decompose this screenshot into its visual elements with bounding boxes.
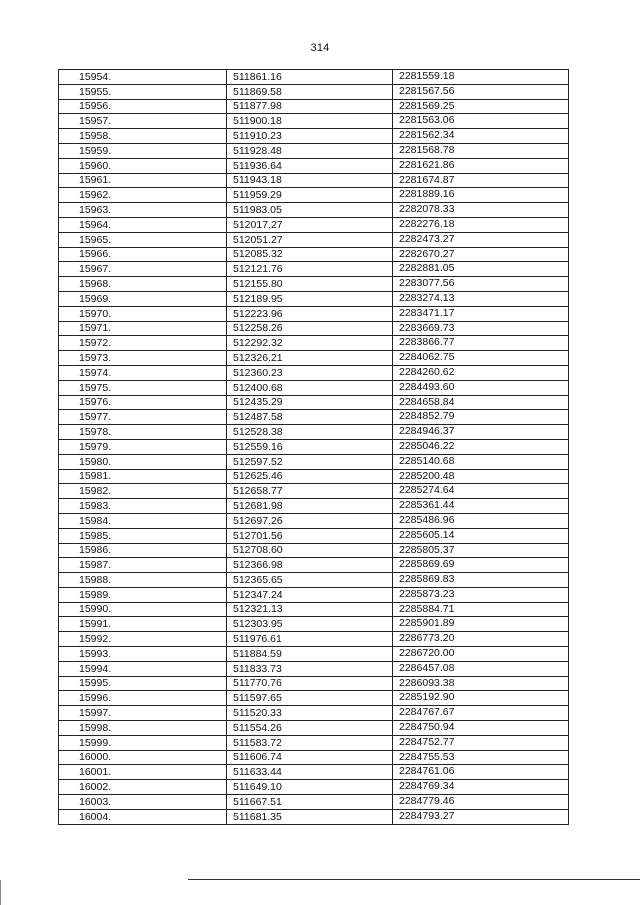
x-coordinate-cell: 512121.76	[227, 262, 393, 277]
table-row	[59, 647, 569, 662]
table-row	[59, 306, 569, 321]
y-coordinate-cell: 2285869.83	[393, 573, 569, 588]
point-number-cell: 16003.	[59, 795, 227, 810]
point-number-cell: 15976.	[59, 395, 227, 410]
y-coordinate-cell: 2281621.86	[393, 158, 569, 173]
table-row	[59, 99, 569, 114]
page-number: 314	[310, 42, 330, 54]
x-coordinate-cell: 511900.18	[227, 114, 393, 129]
y-coordinate-cell: 2285361.44	[393, 499, 569, 514]
table-row	[59, 365, 569, 380]
point-number-cell: 15969.	[59, 291, 227, 306]
point-number-cell: 15964.	[59, 217, 227, 232]
x-coordinate-cell: 511833.73	[227, 661, 393, 676]
x-coordinate-cell: 512155.80	[227, 277, 393, 292]
point-number-cell: 15980.	[59, 454, 227, 469]
x-coordinate-cell: 511884.59	[227, 647, 393, 662]
y-coordinate-cell: 2282276.18	[393, 217, 569, 232]
point-number-cell: 16000.	[59, 750, 227, 765]
y-coordinate-cell: 2285873.23	[393, 587, 569, 602]
point-number-cell: 15973.	[59, 351, 227, 366]
y-coordinate-cell: 2286773.20	[393, 632, 569, 647]
table-row	[59, 587, 569, 602]
y-coordinate-cell: 2284658.84	[393, 395, 569, 410]
point-number-cell: 15967.	[59, 262, 227, 277]
y-coordinate-cell: 2285046.22	[393, 439, 569, 454]
y-coordinate-cell: 2285869.69	[393, 558, 569, 573]
y-coordinate-cell: 2281562.34	[393, 129, 569, 144]
table-row	[59, 513, 569, 528]
y-coordinate-cell: 2285200.48	[393, 469, 569, 484]
x-coordinate-cell: 512701.56	[227, 528, 393, 543]
y-coordinate-cell: 2283669.73	[393, 321, 569, 336]
point-number-cell: 15985.	[59, 528, 227, 543]
table-row	[59, 558, 569, 573]
table-row	[59, 410, 569, 425]
x-coordinate-cell: 512708.60	[227, 543, 393, 558]
point-number-cell: 15975.	[59, 380, 227, 395]
point-number-cell: 15992.	[59, 632, 227, 647]
table-row	[59, 395, 569, 410]
y-coordinate-cell: 2285140.68	[393, 454, 569, 469]
y-coordinate-cell: 2282670.27	[393, 247, 569, 262]
y-coordinate-cell: 2284761.06	[393, 765, 569, 780]
table-row	[59, 143, 569, 158]
y-coordinate-cell: 2281568.78	[393, 143, 569, 158]
table-row	[59, 173, 569, 188]
table-row	[59, 129, 569, 144]
x-coordinate-cell: 512347.24	[227, 587, 393, 602]
y-coordinate-cell: 2284260.62	[393, 365, 569, 380]
table-row	[59, 70, 569, 85]
table-row	[59, 114, 569, 129]
table-row	[59, 84, 569, 99]
point-number-cell: 15958.	[59, 129, 227, 144]
x-coordinate-cell: 512625.46	[227, 469, 393, 484]
table-row	[59, 380, 569, 395]
y-coordinate-cell: 2284755.53	[393, 750, 569, 765]
y-coordinate-cell: 2281567.56	[393, 84, 569, 99]
y-coordinate-cell: 2283471.17	[393, 306, 569, 321]
bottom-divider	[188, 879, 640, 880]
x-coordinate-cell: 511681.35	[227, 809, 393, 824]
table-row	[59, 454, 569, 469]
point-number-cell: 15960.	[59, 158, 227, 173]
y-coordinate-cell: 2282881.05	[393, 262, 569, 277]
x-coordinate-cell: 512597.52	[227, 454, 393, 469]
point-number-cell: 15962.	[59, 188, 227, 203]
x-coordinate-cell: 512051.27	[227, 232, 393, 247]
x-coordinate-cell: 512681.98	[227, 499, 393, 514]
x-coordinate-cell: 511869.58	[227, 84, 393, 99]
table-row	[59, 661, 569, 676]
y-coordinate-cell: 2283274.13	[393, 291, 569, 306]
point-number-cell: 15988.	[59, 573, 227, 588]
point-number-cell: 15968.	[59, 277, 227, 292]
table-row	[59, 217, 569, 232]
table-row	[59, 780, 569, 795]
x-coordinate-cell: 512085.32	[227, 247, 393, 262]
x-coordinate-cell: 512400.68	[227, 380, 393, 395]
y-coordinate-cell: 2283866.77	[393, 336, 569, 351]
point-number-cell: 15972.	[59, 336, 227, 351]
point-number-cell: 15998.	[59, 721, 227, 736]
point-number-cell: 15977.	[59, 410, 227, 425]
point-number-cell: 15965.	[59, 232, 227, 247]
point-number-cell: 15989.	[59, 587, 227, 602]
x-coordinate-cell: 511667.51	[227, 795, 393, 810]
table-row	[59, 439, 569, 454]
y-coordinate-cell: 2285805.37	[393, 543, 569, 558]
y-coordinate-cell: 2281674.87	[393, 173, 569, 188]
x-coordinate-cell: 512435.29	[227, 395, 393, 410]
y-coordinate-cell: 2285901.89	[393, 617, 569, 632]
x-coordinate-cell: 512303.95	[227, 617, 393, 632]
y-coordinate-cell: 2285486.96	[393, 513, 569, 528]
table-row	[59, 750, 569, 765]
table-row	[59, 765, 569, 780]
point-number-cell: 15993.	[59, 647, 227, 662]
table-row	[59, 336, 569, 351]
y-coordinate-cell: 2284946.37	[393, 425, 569, 440]
point-number-cell: 16002.	[59, 780, 227, 795]
point-number-cell: 15994.	[59, 661, 227, 676]
point-number-cell: 15984.	[59, 513, 227, 528]
table-row	[59, 499, 569, 514]
y-coordinate-cell: 2284752.77	[393, 735, 569, 750]
point-number-cell: 15961.	[59, 173, 227, 188]
x-coordinate-cell: 512697.26	[227, 513, 393, 528]
x-coordinate-cell: 511910.23	[227, 129, 393, 144]
point-number-cell: 15954.	[59, 70, 227, 85]
table-row	[59, 721, 569, 736]
point-number-cell: 15979.	[59, 439, 227, 454]
y-coordinate-cell: 2282078.33	[393, 203, 569, 218]
y-coordinate-cell: 2285274.64	[393, 484, 569, 499]
y-coordinate-cell: 2284769.34	[393, 780, 569, 795]
table-row	[59, 735, 569, 750]
y-coordinate-cell: 2286093.38	[393, 676, 569, 691]
y-coordinate-cell: 2284493.60	[393, 380, 569, 395]
point-number-cell: 15957.	[59, 114, 227, 129]
table-row	[59, 809, 569, 824]
point-number-cell: 15978.	[59, 425, 227, 440]
x-coordinate-cell: 511520.33	[227, 706, 393, 721]
table-row	[59, 351, 569, 366]
y-coordinate-cell: 2283077.56	[393, 277, 569, 292]
table-row	[59, 425, 569, 440]
table-row	[59, 203, 569, 218]
x-coordinate-cell: 511928.48	[227, 143, 393, 158]
point-number-cell: 15987.	[59, 558, 227, 573]
point-number-cell: 15986.	[59, 543, 227, 558]
x-coordinate-cell: 512365.65	[227, 573, 393, 588]
y-coordinate-cell: 2281889.16	[393, 188, 569, 203]
point-number-cell: 15955.	[59, 84, 227, 99]
table-row	[59, 469, 569, 484]
x-coordinate-cell: 511959.29	[227, 188, 393, 203]
x-coordinate-cell: 512017.27	[227, 217, 393, 232]
x-coordinate-cell: 512223.96	[227, 306, 393, 321]
y-coordinate-cell: 2286457.08	[393, 661, 569, 676]
table-row	[59, 247, 569, 262]
point-number-cell: 15982.	[59, 484, 227, 499]
table-row	[59, 543, 569, 558]
x-coordinate-cell: 512326.21	[227, 351, 393, 366]
x-coordinate-cell: 512292.32	[227, 336, 393, 351]
table-row	[59, 484, 569, 499]
table-row	[59, 158, 569, 173]
x-coordinate-cell: 512366.98	[227, 558, 393, 573]
point-number-cell: 15971.	[59, 321, 227, 336]
y-coordinate-cell: 2284793.27	[393, 809, 569, 824]
point-number-cell: 15991.	[59, 617, 227, 632]
table-row	[59, 632, 569, 647]
point-number-cell: 15956.	[59, 99, 227, 114]
x-coordinate-cell: 512528.38	[227, 425, 393, 440]
y-coordinate-cell: 2285605.14	[393, 528, 569, 543]
x-coordinate-cell: 511877.98	[227, 99, 393, 114]
point-number-cell: 15995.	[59, 676, 227, 691]
table-row	[59, 795, 569, 810]
y-coordinate-cell: 2284767.67	[393, 706, 569, 721]
coordinates-table	[58, 69, 569, 825]
point-number-cell: 15983.	[59, 499, 227, 514]
point-number-cell: 15959.	[59, 143, 227, 158]
point-number-cell: 15996.	[59, 691, 227, 706]
x-coordinate-cell: 511597.65	[227, 691, 393, 706]
x-coordinate-cell: 511583.72	[227, 735, 393, 750]
table-row	[59, 232, 569, 247]
y-coordinate-cell: 2286720.00	[393, 647, 569, 662]
x-coordinate-cell: 511983.05	[227, 203, 393, 218]
x-coordinate-cell: 512487.58	[227, 410, 393, 425]
y-coordinate-cell: 2284779.46	[393, 795, 569, 810]
table-row	[59, 291, 569, 306]
y-coordinate-cell: 2281563.06	[393, 114, 569, 129]
x-coordinate-cell: 511649.10	[227, 780, 393, 795]
x-coordinate-cell: 511606.74	[227, 750, 393, 765]
y-coordinate-cell: 2282473.27	[393, 232, 569, 247]
x-coordinate-cell: 511936.64	[227, 158, 393, 173]
x-coordinate-cell: 511554.26	[227, 721, 393, 736]
x-coordinate-cell: 512258.26	[227, 321, 393, 336]
x-coordinate-cell: 511943.18	[227, 173, 393, 188]
table-row	[59, 528, 569, 543]
x-coordinate-cell: 512658.77	[227, 484, 393, 499]
y-coordinate-cell: 2284750.94	[393, 721, 569, 736]
x-coordinate-cell: 511976.61	[227, 632, 393, 647]
table-row	[59, 602, 569, 617]
point-number-cell: 15966.	[59, 247, 227, 262]
point-number-cell: 15997.	[59, 706, 227, 721]
table-row	[59, 277, 569, 292]
table-row	[59, 321, 569, 336]
y-coordinate-cell: 2285192.90	[393, 691, 569, 706]
left-edge-mark	[0, 880, 1, 905]
point-number-cell: 15974.	[59, 365, 227, 380]
x-coordinate-cell: 512189.95	[227, 291, 393, 306]
point-number-cell: 16001.	[59, 765, 227, 780]
table-row	[59, 573, 569, 588]
y-coordinate-cell: 2285884.71	[393, 602, 569, 617]
y-coordinate-cell: 2284852.79	[393, 410, 569, 425]
table-row	[59, 691, 569, 706]
x-coordinate-cell: 512559.16	[227, 439, 393, 454]
y-coordinate-cell: 2281569.25	[393, 99, 569, 114]
x-coordinate-cell: 512321.13	[227, 602, 393, 617]
table-row	[59, 262, 569, 277]
point-number-cell: 15963.	[59, 203, 227, 218]
point-number-cell: 15999.	[59, 735, 227, 750]
x-coordinate-cell: 512360.23	[227, 365, 393, 380]
y-coordinate-cell: 2284062.75	[393, 351, 569, 366]
table-row	[59, 188, 569, 203]
point-number-cell: 15970.	[59, 306, 227, 321]
table-row	[59, 706, 569, 721]
y-coordinate-cell: 2281559.18	[393, 70, 569, 85]
x-coordinate-cell: 511770.76	[227, 676, 393, 691]
x-coordinate-cell: 511861.16	[227, 70, 393, 85]
point-number-cell: 16004.	[59, 809, 227, 824]
coordinates-table-body	[59, 70, 569, 825]
table-row	[59, 617, 569, 632]
table-row	[59, 676, 569, 691]
point-number-cell: 15981.	[59, 469, 227, 484]
point-number-cell: 15990.	[59, 602, 227, 617]
x-coordinate-cell: 511633.44	[227, 765, 393, 780]
